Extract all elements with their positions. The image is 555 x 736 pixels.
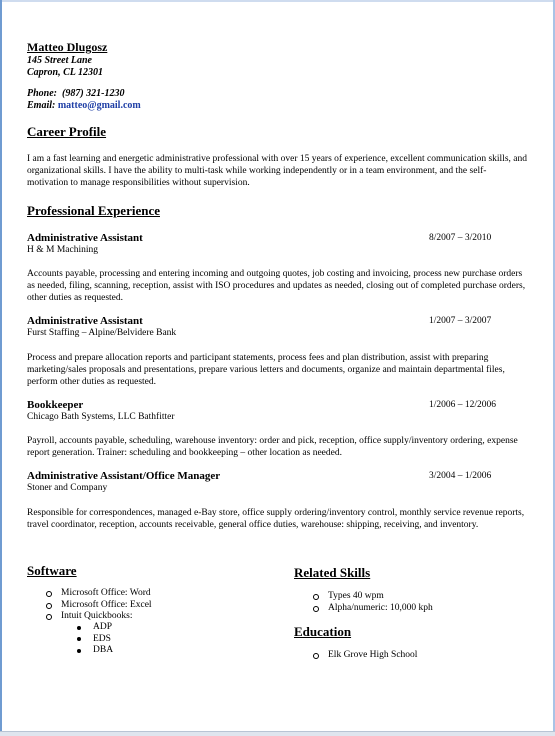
disc-bullet-icon <box>77 637 81 641</box>
circle-bullet-icon <box>313 606 319 612</box>
disc-bullet-icon <box>77 649 81 653</box>
phone-line <box>27 88 125 99</box>
job-dates: 8/2007 – 3/2010 <box>429 233 492 243</box>
email-line <box>27 100 141 111</box>
email-label: Email: <box>27 100 56 111</box>
job-title: Administrative Assistant <box>27 232 143 244</box>
email-link[interactable]: matteo@gmail.com <box>57 100 141 111</box>
window-frame-left <box>0 0 2 735</box>
circle-bullet-icon <box>46 614 52 620</box>
job-title: Administrative Assistant <box>27 315 143 327</box>
job-description: Payroll, accounts payable, scheduling, warehouse inventory: order and pick, reception, office supply/inventory ordering, expense report generation. Trainer: scheduling and bookkeeping – other location as needed. <box>27 436 518 458</box>
experience-heading: Professional Experience <box>27 203 160 218</box>
job-description: Process and prepare allocation reports and participant statements, process fees and plan distribution, assist with preparing marketing/sales proposals and presentations, prepare various letters and documents, organize and maintain departmental files, perform other duties as requested. <box>27 353 505 387</box>
job-company: Stoner and Company <box>27 483 108 493</box>
career-profile-heading: Career Profile <box>27 124 107 139</box>
job-company: H & M Machining <box>27 245 98 255</box>
window-frame-bottom <box>0 731 555 736</box>
job-title: Bookkeeper <box>27 399 84 411</box>
address-line-2: Capron, CL 12301 <box>27 67 104 78</box>
job-company: Chicago Bath Systems, LLC Bathfitter <box>27 412 175 422</box>
phone-number: (987) 321-1230 <box>62 88 125 99</box>
software-heading: Software <box>27 563 77 578</box>
job-description: Accounts payable, processing and entering incoming and outgoing quotes, job costing and invoicing, process new purchase orders as needed, filing, scanning, reception, assist with ISO procedures and updates as needed, closing out of completed purchase orders, other duties as requested. <box>27 269 526 303</box>
applicant-name: Matteo Dlugosz <box>27 40 108 54</box>
circle-bullet-icon <box>46 603 52 609</box>
job-description: Responsible for correspondences, managed e-Bay store, office supply ordering/inventory control, monthly service revenue reports, travel coordinator, reception, accounts receivable, general office duties, warehouse: shipping, receiving, and inventory. <box>27 508 525 530</box>
disc-bullet-icon <box>77 626 81 630</box>
window-frame-top <box>0 0 555 2</box>
job-dates: 3/2004 – 1/2006 <box>429 471 492 481</box>
circle-bullet-icon <box>46 591 52 597</box>
circle-bullet-icon <box>313 653 319 659</box>
job-dates: 1/2007 – 3/2007 <box>429 316 492 326</box>
phone-label: Phone: <box>27 88 57 99</box>
address-line-1: 145 Street Lane <box>27 55 92 66</box>
related-skills-heading: Related Skills <box>294 565 371 580</box>
job-dates: 1/2006 – 12/2006 <box>429 400 497 410</box>
job-title: Administrative Assistant/Office Manager <box>27 470 221 482</box>
circle-bullet-icon <box>313 594 319 600</box>
career-profile-text: I am a fast learning and energetic administrative professional with over 15 years of experience, excellent communication skills, and organizational skills. I have the ability to multi-task while working independently or in a team environment, and the self-motivation to manage responsibilities without supervision. <box>27 154 527 188</box>
job-company: Furst Staffing – Alpine/Belvidere Bank <box>27 328 177 338</box>
education-heading: Education <box>294 624 352 639</box>
